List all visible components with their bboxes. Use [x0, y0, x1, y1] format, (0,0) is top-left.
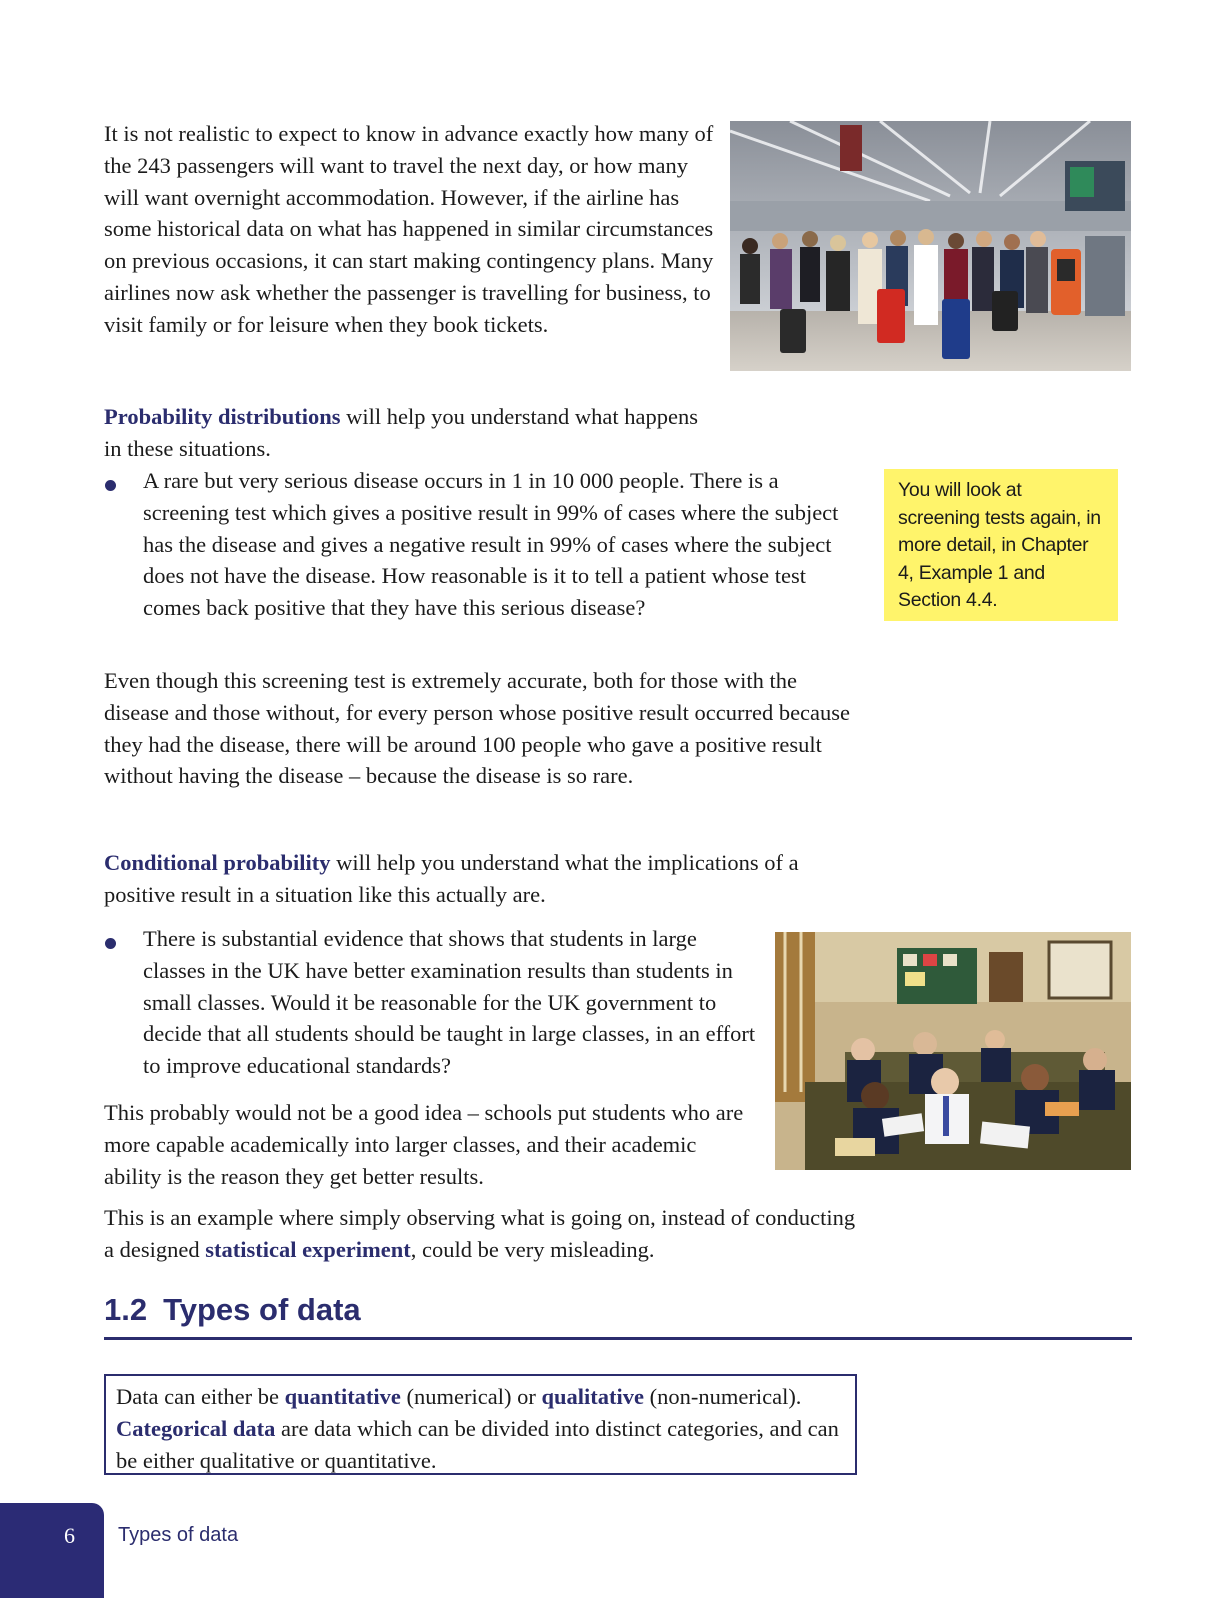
section-rule: [104, 1337, 1132, 1340]
section-heading: [104, 1290, 361, 1330]
footer-page-tab: [0, 1503, 104, 1598]
conditional-probability-paragraph: Conditional probability will help you understand what the implications of a positive result in a situation like this actually are.: [104, 850, 799, 907]
bullet-class-size: There is substantial evidence that shows that students in large classes in the UK have better examination results than students in small classes. Would it be reasonable for the UK government to decide that all students should be taught in large classes, in an effort to improve educational standards?: [143, 926, 756, 1079]
bullet-icon: [105, 938, 116, 949]
key-term-qualitative: qualitative: [541, 1384, 644, 1409]
bullet-screening-test: A rare but very serious disease occurs in 1 in 10 000 people. There is a screening test which gives a positive result in 99% of cases where the subject has the disease and gives a negative result in 99% of cases where the subject does not have the disease. How reasonable is it to tell a patient whose test comes back positive that they have this serious disease?: [143, 468, 839, 621]
margin-note: You will look at screening tests again, in more detail, in Chapter 4, Example 1 and Section 4.4.: [884, 469, 1118, 621]
airport-photo: [730, 121, 1131, 371]
classes-explanation-paragraph: This probably would not be a good idea – schools put students who are more capable academically into larger classes, and their academic ability is the reason they get better results.: [104, 1100, 744, 1189]
statistical-experiment-paragraph: This is an example where simply observing what is going on, instead of conducting a designed statistical experiment, could be very misleading.: [104, 1205, 856, 1262]
bullet-icon: [105, 480, 116, 491]
definition-box: Data can either be quantitative (numerical) or qualitative (non-numerical). Categorical data are data which can be divided into distinct categories, and can be either qualitative or quantitative.: [104, 1374, 857, 1475]
probability-distributions-paragraph: Probability distributions will help you understand what happens in these situations.: [104, 404, 698, 461]
key-term-quantitative: quantitative: [284, 1384, 401, 1409]
screening-explanation-paragraph: Even though this screening test is extremely accurate, both for those with the disease and those without, for every person whose positive result occurred because they had the disease, there will be around 100 people who gave a positive result without having the disease – because the disease is so rare.: [104, 668, 851, 789]
key-term-conditional-probability: Conditional probability: [104, 850, 331, 875]
classroom-photo: [775, 932, 1131, 1170]
key-term-categorical-data: Categorical data: [116, 1415, 276, 1441]
key-term-statistical-experiment: statistical experiment: [205, 1236, 411, 1262]
intro-paragraph: It is not realistic to expect to know in advance exactly how many of the 243 passengers will want to travel the next day, or how many will want overnight accommodation. However, if the airline has some historical data on what has happened in similar circumstances on previous occasions, it can start making contingency plans. Many airlines now ask whether the passenger is travelling for business, to visit family or for leisure when they book tickets.: [104, 121, 714, 337]
section-number: 1.2: [104, 1292, 148, 1327]
key-term-probability-distributions: Probability distributions: [104, 404, 341, 429]
section-title: Types of data: [163, 1292, 361, 1327]
page-number: 6: [64, 1523, 75, 1548]
footer-running-title: Types of data: [118, 1524, 239, 1546]
